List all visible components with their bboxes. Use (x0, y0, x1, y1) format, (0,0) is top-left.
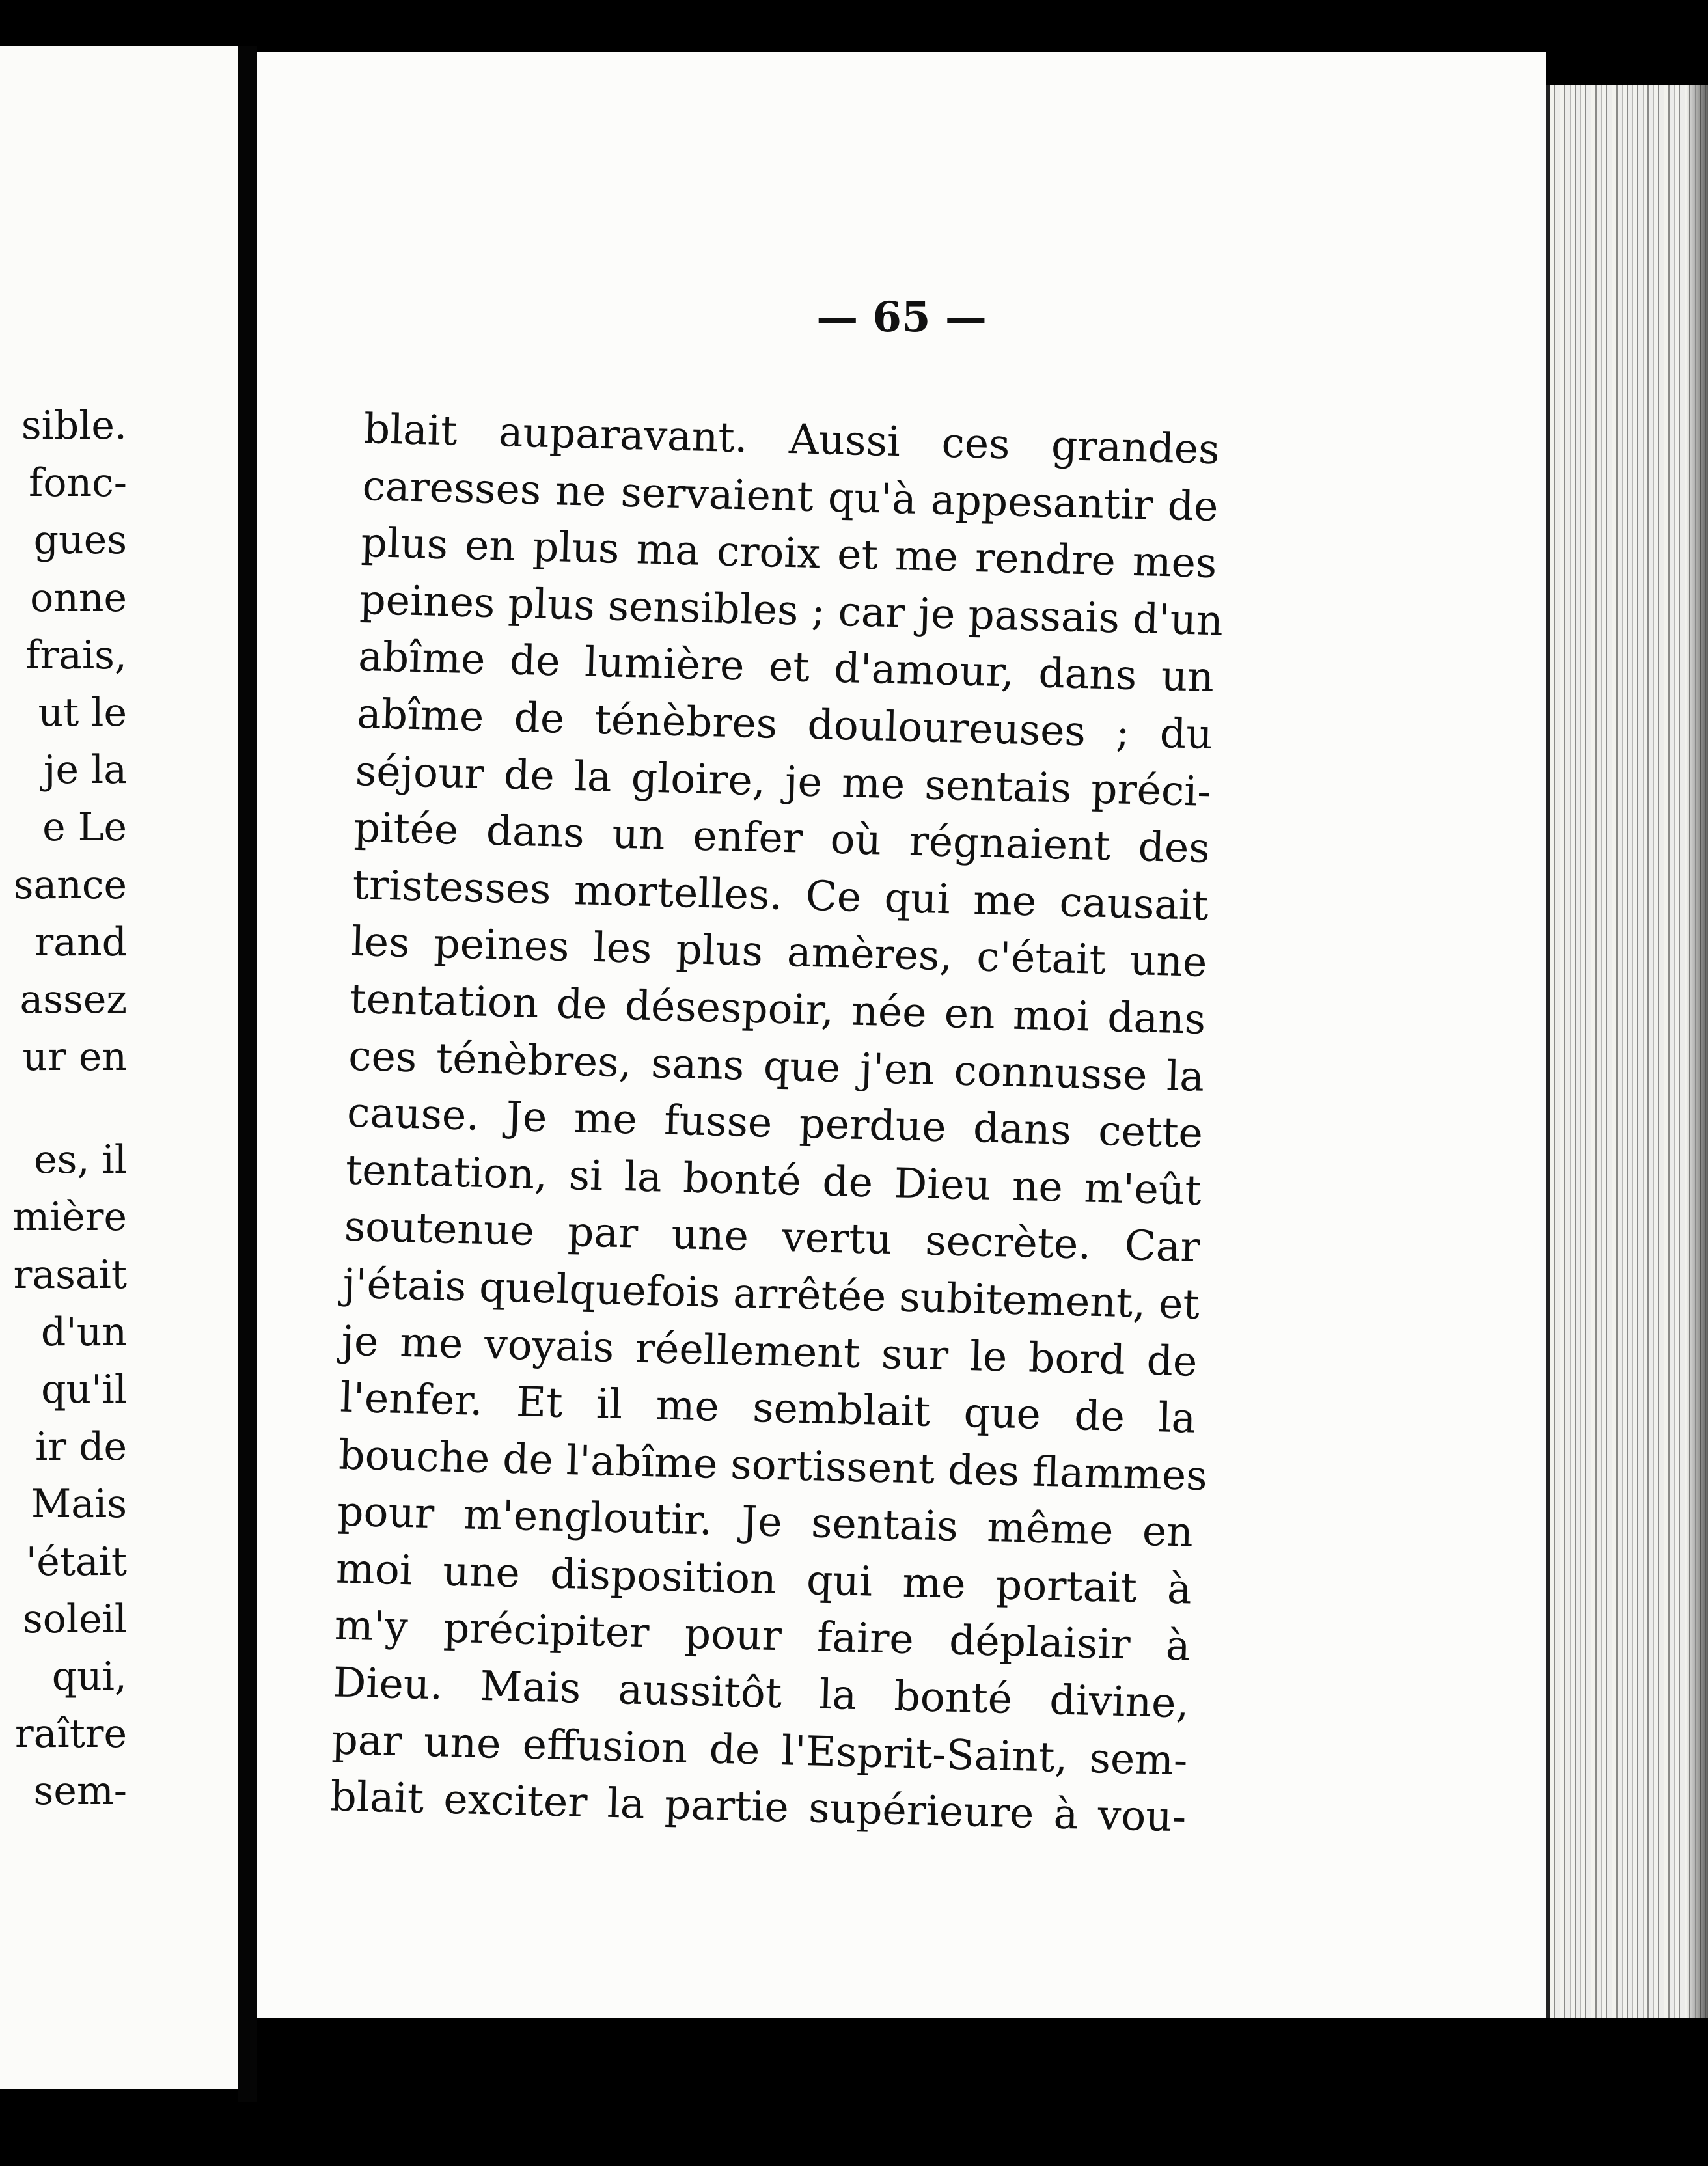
text-line: pitée dans un enfer où régnaient des (353, 803, 1211, 873)
left-line: ir de (35, 1424, 127, 1470)
left-line: assez (20, 976, 127, 1022)
text-line: tristesses mortelles. Ce qui me causait (351, 860, 1209, 929)
left-line: frais, (25, 632, 127, 678)
book-gutter (238, 46, 257, 2102)
text-line: pour m'engloutir. Je sentais même en (337, 1487, 1194, 1556)
left-line: es, il (34, 1137, 127, 1183)
text-line: cause. Je me fusse perdue dans cette (346, 1088, 1204, 1157)
page-edges (1546, 85, 1708, 2089)
left-line: je la (43, 747, 127, 793)
left-line: qui, (51, 1653, 127, 1699)
text-line: Dieu. Mais aussitôt la bonté divine, (332, 1658, 1190, 1727)
text-line: ces ténèbres, sans que j'en connusse la (348, 1032, 1205, 1101)
left-line: d'un (40, 1309, 127, 1355)
left-line: ur en (22, 1034, 127, 1080)
text-line: peines plus sensibles ; car je passais d'un (359, 575, 1224, 645)
paragraph-gap (0, 1086, 127, 1131)
left-line: gues (33, 517, 127, 564)
right-page (257, 52, 1546, 2018)
text-line: abîme de lumière et d'amour, dans un (357, 633, 1215, 702)
edge-shadow (1686, 85, 1708, 2089)
left-line: sem- (33, 1768, 127, 1815)
page-bottom-shadow (257, 2018, 1708, 2166)
left-line: rand (34, 919, 127, 965)
left-page-text (0, 397, 127, 1820)
left-line: qu'il (41, 1367, 127, 1412)
left-line: sible. (21, 403, 127, 448)
text-line: tentation de désespoir, née en moi dans (349, 974, 1207, 1043)
text-line: bouche de l'abîme sortissent des flammes (338, 1431, 1208, 1500)
text-line: m'y précipiter pour faire déplaisir à (334, 1601, 1191, 1671)
left-line: mière (12, 1194, 127, 1241)
text-line: caresses ne servaient qu'à appesantir de (361, 461, 1219, 530)
text-line: les peines les plus amères, c'était une (350, 918, 1208, 987)
body-text (329, 400, 1224, 1846)
left-line: raître (15, 1711, 127, 1757)
left-line: rasait (13, 1252, 127, 1298)
text-line: plus en plus ma croix et me rendre mes (360, 519, 1218, 588)
text-line: soutenue par une vertu secrète. Car (344, 1202, 1201, 1272)
text-line: séjour de la gloire, je me sentais préci- (355, 747, 1212, 816)
left-line: ut le (38, 689, 127, 735)
left-line: soleil (23, 1596, 127, 1642)
left-line: sance (13, 862, 127, 908)
text-line: tentation, si la bonté de Dieu ne m'eût (345, 1145, 1202, 1214)
text-line: abîme de ténèbres douloureuses ; du (356, 689, 1213, 758)
text-line: j'étais quelquefois arrêtée subitement, et (342, 1259, 1200, 1328)
text-line: je me voyais réellement sur le bord de (340, 1317, 1198, 1386)
left-page (0, 46, 238, 2089)
text-line: l'enfer. Et il me semblait que de la (339, 1373, 1197, 1442)
left-line: e Le (42, 804, 127, 851)
text-line: blait exciter la partie supérieure à vou- (329, 1772, 1187, 1841)
text-line: blait auparavant. Aussi ces grandes (363, 404, 1220, 474)
left-line: 'était (25, 1539, 127, 1585)
text-line: moi une disposition qui me portait à (335, 1544, 1192, 1613)
left-line: Mais (31, 1481, 127, 1528)
page-number: — 65 — (816, 293, 987, 342)
text-line: par une effusion de l'Esprit-Saint, sem- (331, 1716, 1189, 1785)
left-line: onne (30, 575, 127, 621)
left-line: fonc- (29, 460, 127, 506)
